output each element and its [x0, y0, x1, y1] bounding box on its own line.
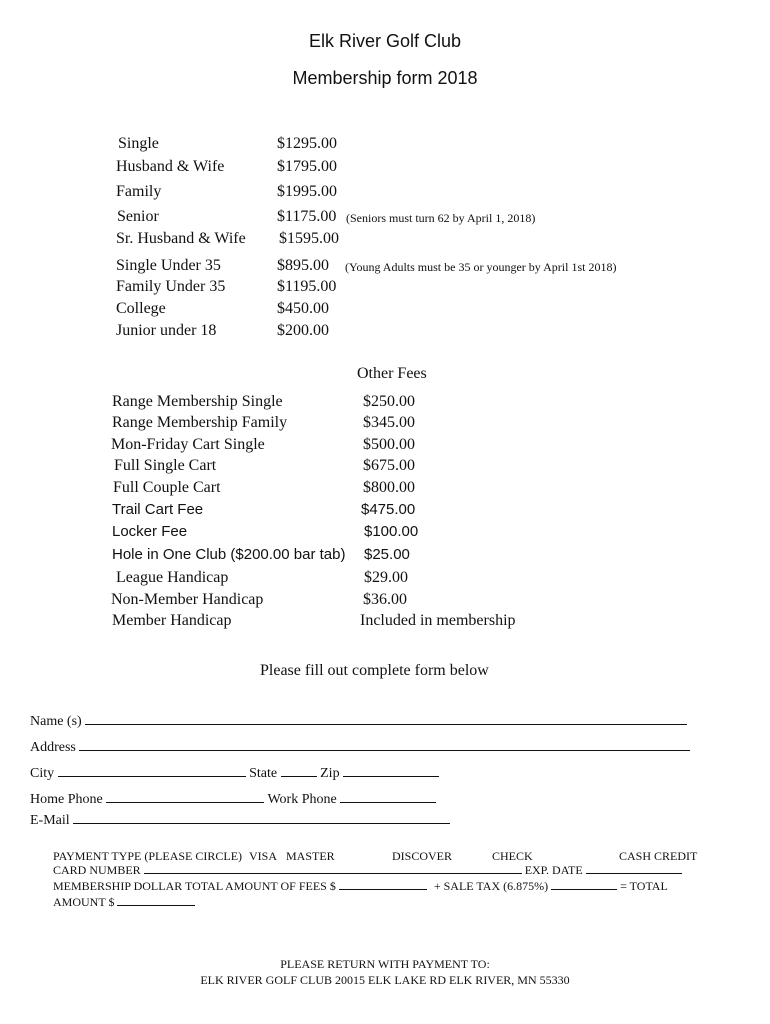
- fee-label: Locker Fee: [112, 523, 188, 540]
- phone-row: [30, 790, 436, 808]
- membership-label: Husband & Wife: [116, 158, 225, 175]
- master-option[interactable]: MASTER: [286, 849, 335, 863]
- form-instruction: Please fill out complete form below: [260, 662, 489, 679]
- membership-price: $1295.00: [277, 135, 337, 152]
- membership-dollar-label: MEMBERSHIP DOLLAR TOTAL AMOUNT OF FEES $: [53, 879, 336, 893]
- card-number-field[interactable]: [144, 863, 522, 874]
- fees-amount-field[interactable]: [339, 879, 427, 890]
- email-label: E-Mail: [30, 813, 70, 828]
- cash-credit-option[interactable]: CASH CREDIT: [619, 849, 698, 863]
- page-subtitle: Membership form 2018: [292, 68, 478, 88]
- fee-price: $345.00: [363, 414, 415, 431]
- membership-label: College: [116, 300, 166, 317]
- fee-label: Mon-Friday Cart Single: [111, 436, 265, 453]
- check-option[interactable]: CHECK: [492, 849, 533, 863]
- exp-date-label: EXP. DATE: [524, 863, 583, 877]
- membership-price: $450.00: [277, 300, 329, 317]
- fee-price: $475.00: [361, 501, 416, 518]
- membership-label: Sr. Husband & Wife: [116, 230, 246, 247]
- membership-label: Junior under 18: [116, 322, 217, 339]
- fee-label: Non-Member Handicap: [111, 591, 264, 608]
- name-row: [30, 712, 687, 730]
- fee-price: $36.00: [363, 591, 407, 608]
- fee-label: Range Membership Single: [112, 393, 283, 410]
- zip-label: Zip: [320, 766, 340, 781]
- membership-price: $895.00: [277, 257, 329, 274]
- fee-label: Range Membership Family: [112, 414, 288, 431]
- sales-tax-field[interactable]: [551, 879, 617, 890]
- fee-price: $25.00: [364, 546, 410, 563]
- club-address: ELK RIVER GOLF CLUB 20015 ELK LAKE RD ELK RIVER, MN 55330: [200, 973, 570, 987]
- fee-label: Full Single Cart: [114, 457, 217, 474]
- membership-price: $1795.00: [277, 158, 337, 175]
- membership-price: $1195.00: [277, 278, 337, 295]
- fee-label: Member Handicap: [112, 612, 232, 629]
- fee-price: $100.00: [364, 523, 419, 540]
- amount-label: AMOUNT $: [53, 895, 115, 909]
- email-field[interactable]: [73, 811, 450, 824]
- membership-note: (Young Adults must be 35 or younger by April 1st 2018): [345, 260, 617, 274]
- card-number-label: CARD NUMBER: [53, 863, 141, 877]
- amount-field[interactable]: [117, 895, 195, 906]
- fee-price: Included in membership: [360, 612, 516, 629]
- sales-tax-label: + SALE TAX (6.875%): [433, 879, 549, 893]
- fee-label: Trail Cart Fee: [112, 501, 204, 518]
- fee-label: Full Couple Cart: [113, 479, 221, 496]
- exp-date-field[interactable]: [586, 863, 682, 874]
- state-label: State: [249, 766, 278, 781]
- membership-label: Single Under 35: [116, 257, 221, 274]
- membership-price: $1175.00: [277, 208, 337, 225]
- membership-price: $200.00: [277, 322, 329, 339]
- work-phone-label: Work Phone: [267, 792, 337, 807]
- city-field[interactable]: [58, 764, 246, 777]
- page-title: Elk River Golf Club: [308, 31, 462, 51]
- work-phone-field[interactable]: [340, 790, 436, 803]
- state-field[interactable]: [281, 764, 317, 777]
- total-label: = TOTAL: [620, 879, 668, 893]
- fee-price: $500.00: [363, 436, 415, 453]
- zip-field[interactable]: [343, 764, 439, 777]
- discover-option[interactable]: DISCOVER: [392, 849, 453, 863]
- fee-price: $675.00: [363, 457, 415, 474]
- fee-price: $800.00: [363, 479, 415, 496]
- payment-type-label: PAYMENT TYPE (PLEASE CIRCLE): [53, 849, 243, 863]
- fee-label: Hole in One Club ($200.00 bar tab): [112, 546, 346, 563]
- return-instruction: PLEASE RETURN WITH PAYMENT TO:: [280, 957, 490, 971]
- fee-label: League Handicap: [116, 569, 229, 586]
- address-label: Address: [30, 740, 76, 755]
- email-row: [30, 811, 450, 829]
- membership-note: (Seniors must turn 62 by April 1, 2018): [346, 211, 536, 225]
- home-phone-label: Home Phone: [30, 792, 103, 807]
- membership-label: Single: [118, 135, 159, 152]
- fee-price: $250.00: [363, 393, 415, 410]
- card-number-row: [53, 863, 682, 878]
- membership-label: Family: [116, 183, 162, 200]
- fees-total-row: [53, 879, 668, 894]
- membership-price: $1595.00: [279, 230, 339, 247]
- address-field[interactable]: [79, 738, 690, 751]
- other-fees-heading: Other Fees: [357, 365, 427, 382]
- name-field[interactable]: [85, 712, 687, 725]
- address-row: [30, 738, 690, 756]
- amount-row: [53, 895, 195, 910]
- membership-price: $1995.00: [277, 183, 337, 200]
- home-phone-field[interactable]: [106, 790, 264, 803]
- fee-price: $29.00: [364, 569, 408, 586]
- visa-option[interactable]: VISA: [249, 849, 278, 863]
- name-label: Name (s): [30, 714, 82, 729]
- city-label: City: [30, 766, 55, 781]
- membership-label: Senior: [117, 208, 159, 225]
- city-row: [30, 764, 439, 782]
- membership-label: Family Under 35: [116, 278, 226, 295]
